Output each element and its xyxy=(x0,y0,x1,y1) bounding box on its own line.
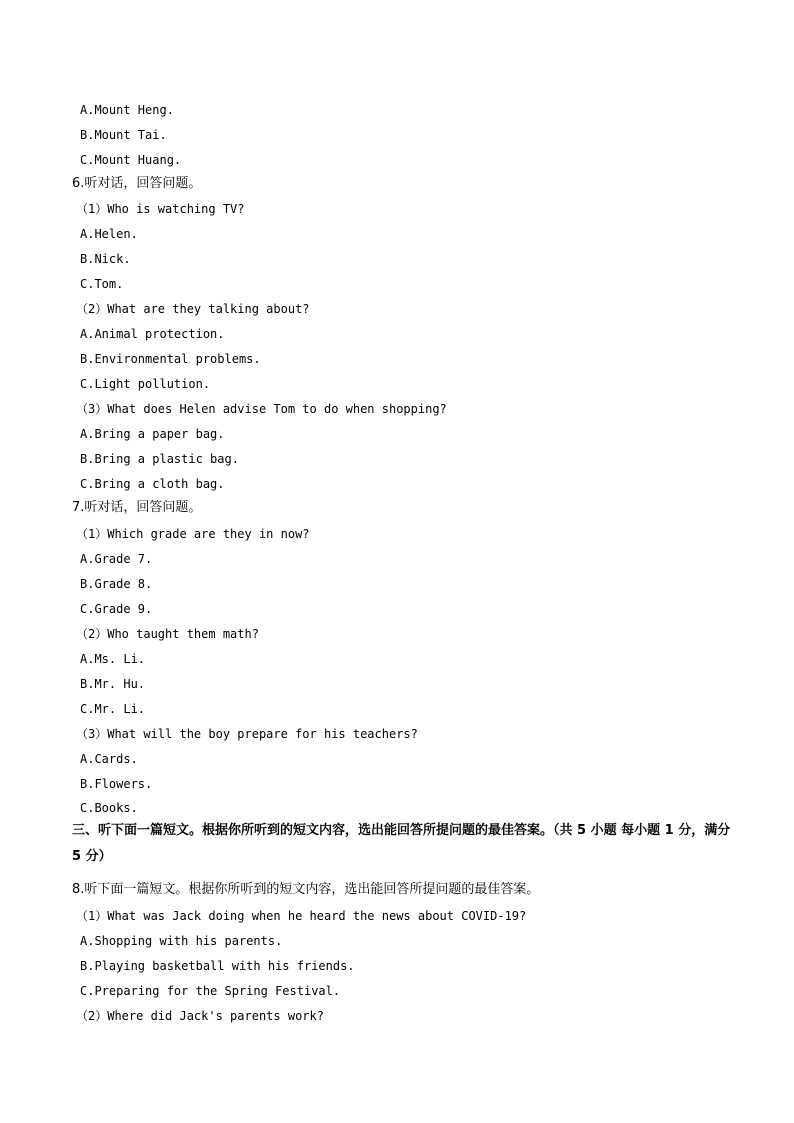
q6-sub2-option-c: C.Light pollution. xyxy=(80,377,211,391)
q6-sub3-option-a: A.Bring a paper bag. xyxy=(80,427,225,441)
q7-sub3-option-b: B.Flowers. xyxy=(80,777,153,791)
q6-sub2-option-a: A.Animal protection. xyxy=(80,327,225,341)
q6-sub1-option-c: C.Tom. xyxy=(80,277,124,291)
q8-sub1-question: （1）What was Jack doing when he heard the news about COVID-19? xyxy=(76,909,527,923)
q6-sub1-option-b: B.Nick. xyxy=(80,252,131,266)
q8-sub1-option-a: A.Shopping with his parents. xyxy=(80,934,283,948)
q7-sub3-option-c: C.Books. xyxy=(80,801,138,815)
q7-sub1-question: （1）Which grade are they in now? xyxy=(76,527,310,541)
section-3-heading: 三、听下面一篇短文。根据你所听到的短文内容，选出能回答所提问题的最佳答案。（共 5 小题 每小题 1 分，满分 5 分） xyxy=(72,823,731,864)
q6-sub1-question: （1）Who is watching TV? xyxy=(76,202,245,216)
q8-sub1-option-b: B.Playing basketball with his friends. xyxy=(80,959,355,973)
q7-title: 7.听对话，回答问题。 xyxy=(72,500,202,515)
q6-sub3-question: （3）What does Helen advise Tom to do when shopping? xyxy=(76,402,447,416)
q7-sub2-question: （2）Who taught them math? xyxy=(76,627,259,641)
q8-sub2-question: （2）Where did Jack's parents work? xyxy=(76,1009,324,1023)
q7-sub2-option-b: B.Mr. Hu. xyxy=(80,677,146,691)
q7-sub1-option-c: C.Grade 9. xyxy=(80,602,153,616)
q5-option-a: A.Mount Heng. xyxy=(80,103,174,117)
q6-sub3-option-c: C.Bring a cloth bag. xyxy=(80,477,225,491)
q8-sub1-option-c: C.Preparing for the Spring Festival. xyxy=(80,984,341,998)
q6-sub2-option-b: B.Environmental problems. xyxy=(80,352,261,366)
q6-title: 6.听对话，回答问题。 xyxy=(72,176,202,191)
q6-sub2-question: （2）What are they talking about? xyxy=(76,302,310,316)
q6-sub3-option-b: B.Bring a plastic bag. xyxy=(80,452,239,466)
q7-sub2-option-a: A.Ms. Li. xyxy=(80,652,146,666)
q7-sub3-option-a: A.Cards. xyxy=(80,752,138,766)
q7-sub3-question: （3）What will the boy prepare for his teachers? xyxy=(76,727,418,741)
q7-sub1-option-b: B.Grade 8. xyxy=(80,577,153,591)
q6-sub1-option-a: A.Helen. xyxy=(80,227,138,241)
q5-option-b: B.Mount Tai. xyxy=(80,128,167,142)
q7-sub2-option-c: C.Mr. Li. xyxy=(80,702,146,716)
q5-option-c: C.Mount Huang. xyxy=(80,153,182,167)
q8-title: 8.听下面一篇短文。根据你所听到的短文内容，选出能回答所提问题的最佳答案。 xyxy=(72,882,540,897)
q7-sub1-option-a: A.Grade 7. xyxy=(80,552,153,566)
